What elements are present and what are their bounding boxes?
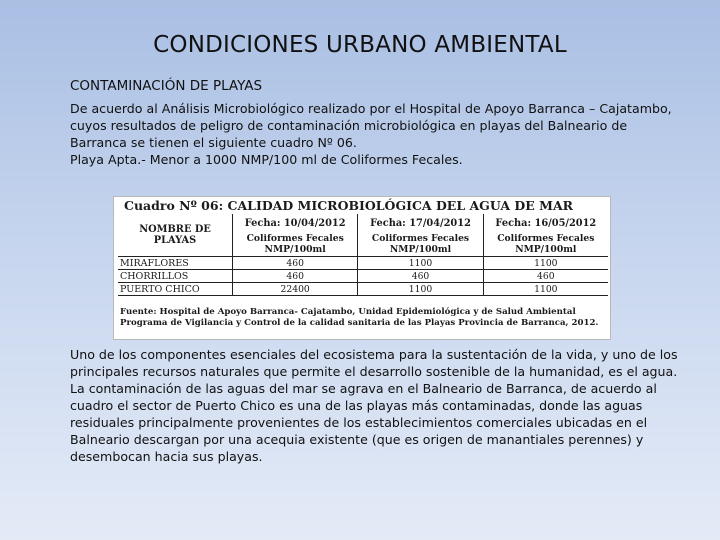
date-header-2: Fecha: 17/04/2012 <box>358 214 483 232</box>
table-source <box>120 307 598 329</box>
cell-value: 460 <box>483 270 608 283</box>
table-row <box>118 283 608 296</box>
contamination-paragraph: La contaminación de las aguas del mar se agrava en el Balneario de Barranca, de acuerdo al cuadro el sector de Puerto Chico es una de las playas más contaminadas, donde las aguas residuales principalmente provenientes de los establecimientos comerciales ubicadas en el Balneario descargan por una acequia existente (que es origen de manantiales perennes) y desembocan hacia sus playas. <box>70 381 657 464</box>
water-quality-table <box>118 214 608 296</box>
beach-name: PUERTO CHICO <box>118 283 233 296</box>
cell-value: 1100 <box>358 257 483 270</box>
cell-value: 22400 <box>233 283 358 296</box>
ecosystem-paragraph: Uno de los componentes esenciales del ecosistema para la sustentación de la vida, y uno de los principales recursos naturales que permite el desarrollo sostenible de la humanidad, es el agua. <box>70 347 678 379</box>
cell-value: 460 <box>233 270 358 283</box>
cell-value: 460 <box>233 257 358 270</box>
slide-title: CONDICIONES URBANO AMBIENTAL <box>153 32 567 58</box>
table-row <box>118 257 608 270</box>
cell-value: 1100 <box>483 283 608 296</box>
row-header <box>118 214 233 257</box>
cell-value: 1100 <box>358 283 483 296</box>
microbiological-quality-table-image <box>113 196 611 340</box>
table-title: Cuadro Nº 06: CALIDAD MICROBIOLÓGICA DEL AGUA DE MAR <box>124 198 574 213</box>
source-line-1: Fuente: Hospital de Apoyo Barranca- Cajatambo, Unidad Epidemiológica y de Salud Ambiental <box>120 307 576 317</box>
cell-value: 460 <box>358 270 483 283</box>
intro-text: De acuerdo al Análisis Microbiológico realizado por el Hospital de Apoyo Barranca – Cajatambo, cuyos resultados de peligro de contaminación microbiológica en playas del Balneario de Barranca se tienen el siguiente cuadro Nº 06. <box>70 101 672 150</box>
row-header-label: NOMBRE DE PLAYAS <box>139 224 211 246</box>
table-row <box>118 270 608 283</box>
section-heading: CONTAMINACIÓN DE PLAYAS <box>70 78 263 94</box>
date-header-1: Fecha: 10/04/2012 <box>233 214 358 232</box>
cell-value: 1100 <box>483 257 608 270</box>
body-paragraphs <box>70 346 680 465</box>
unit-header-2: Coliformes Fecales NMP/100ml <box>358 232 483 257</box>
date-header-3: Fecha: 16/05/2012 <box>483 214 608 232</box>
unit-header-1: Coliformes Fecales NMP/100ml <box>233 232 358 257</box>
apt-beach-criterion: Playa Apta.- Menor a 1000 NMP/100 ml de Coliformes Fecales. <box>70 152 463 167</box>
unit-header-3: Coliformes Fecales NMP/100ml <box>483 232 608 257</box>
intro-paragraph <box>70 100 680 168</box>
beach-name: MIRAFLORES <box>118 257 233 270</box>
source-line-2: Programa de Vigilancia y Control de la calidad sanitaria de las Playas Provincia de Barranca, 2012. <box>120 318 599 328</box>
beach-name: CHORRILLOS <box>118 270 233 283</box>
